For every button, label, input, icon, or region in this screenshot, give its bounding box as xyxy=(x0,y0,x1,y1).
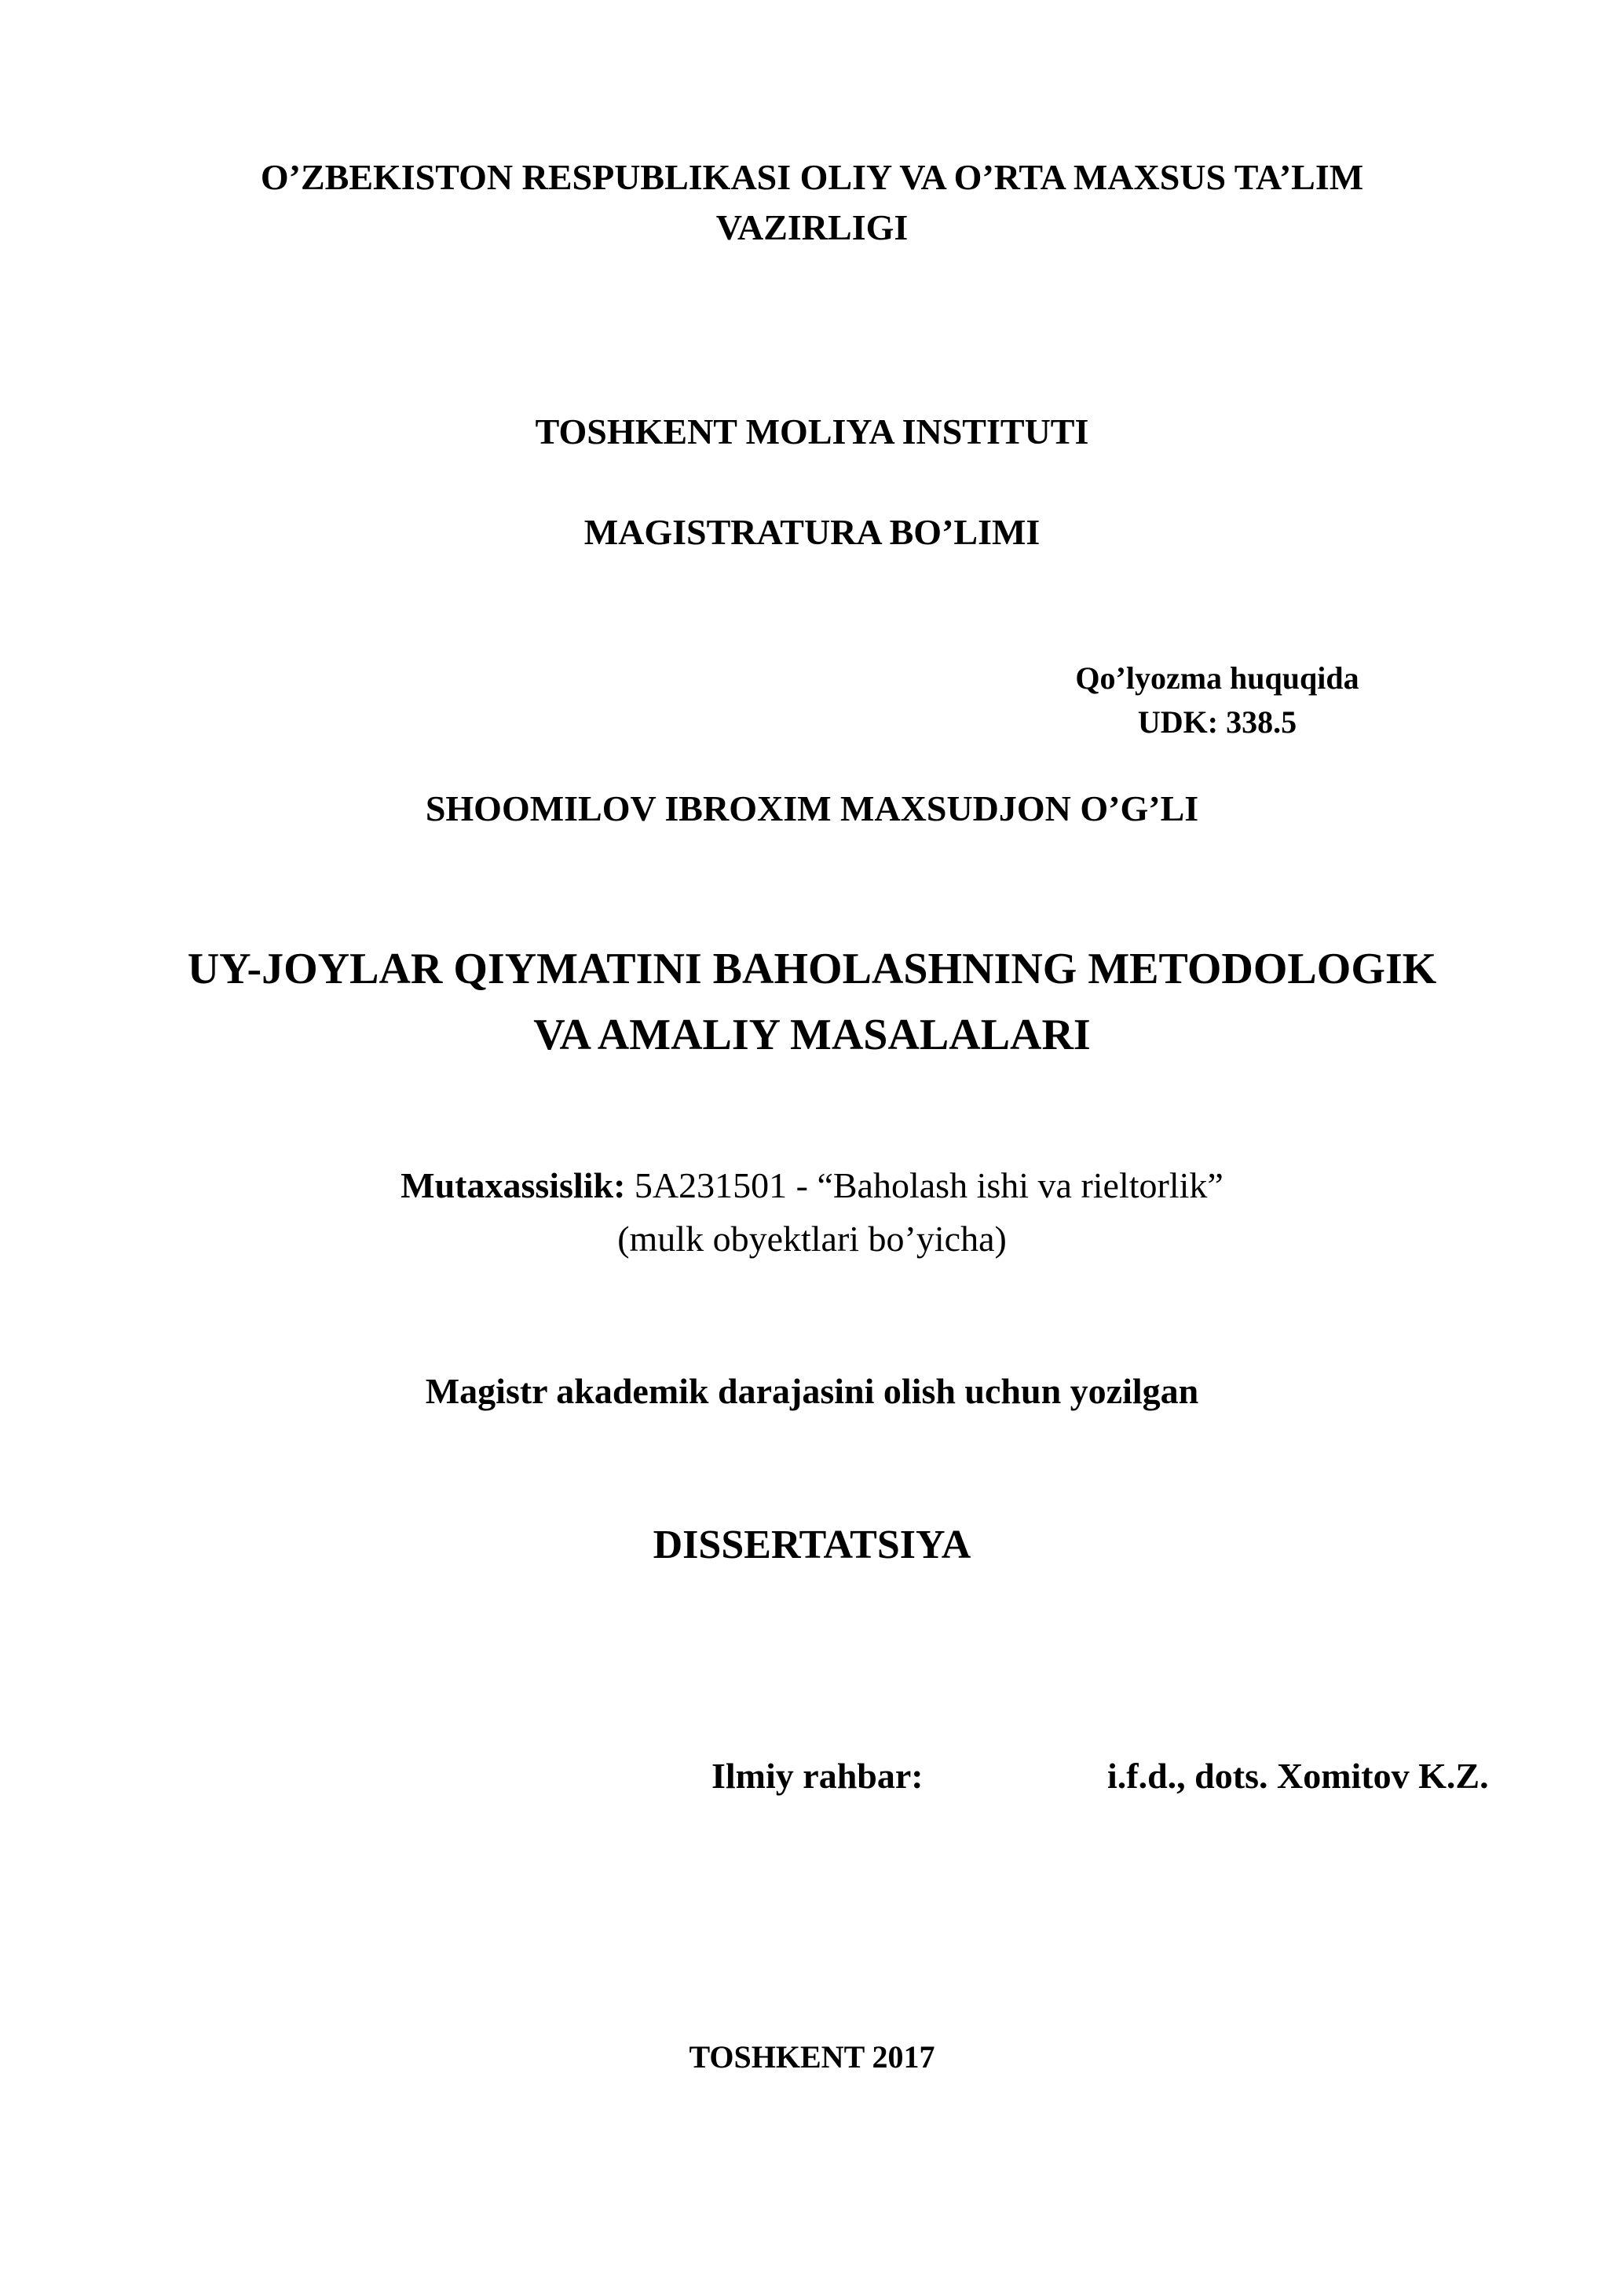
department-name: MAGISTRATURA BO’LIMI xyxy=(583,512,1041,552)
degree-purpose: Magistr akademik darajasini olish uchun yozilgan xyxy=(425,1371,1199,1411)
manuscript-rights-block xyxy=(1052,656,1382,744)
specialty-value: 5A231501 - “Baholash ishi va rieltorlik” xyxy=(625,1165,1223,1205)
dissertation-title-line1: UY-JOYLAR QIYMATINI BAHOLASHNING METODOLOGIK xyxy=(187,945,1437,993)
ministry-title-line2: VAZIRLIGI xyxy=(715,207,909,247)
specialty-line xyxy=(0,1161,1624,1211)
manuscript-rights-label: Qo’lyozma huquqida xyxy=(1075,660,1359,696)
place-and-year: TOSHKENT 2017 xyxy=(689,2039,935,2075)
specialty-label: Mutaxassislik: xyxy=(401,1165,626,1205)
dissertation-title-line2: VA AMALIY MASALALARI xyxy=(533,1011,1091,1059)
author-name: SHOOMILOV IBROXIM MAXSUDJON O’G’LI xyxy=(425,788,1199,828)
ministry-title-line1: O’ZBEKISTON RESPUBLIKASI OLIY VA O’RTA MAXSUS TA’LIM xyxy=(260,157,1364,197)
specialty-detail: (mulk obyektlari bo’yicha) xyxy=(617,1219,1007,1259)
supervisor-name: i.f.d., dots. Xomitov K.Z. xyxy=(1107,1756,1489,1796)
udk-code: UDK: 338.5 xyxy=(1137,704,1297,740)
document-type: DISSERTATSIYA xyxy=(653,1523,971,1567)
supervisor-label: Ilmiy rahbar: xyxy=(711,1756,924,1796)
institute-name: TOSHKENT MOLIYA INSTITUTI xyxy=(535,411,1089,452)
